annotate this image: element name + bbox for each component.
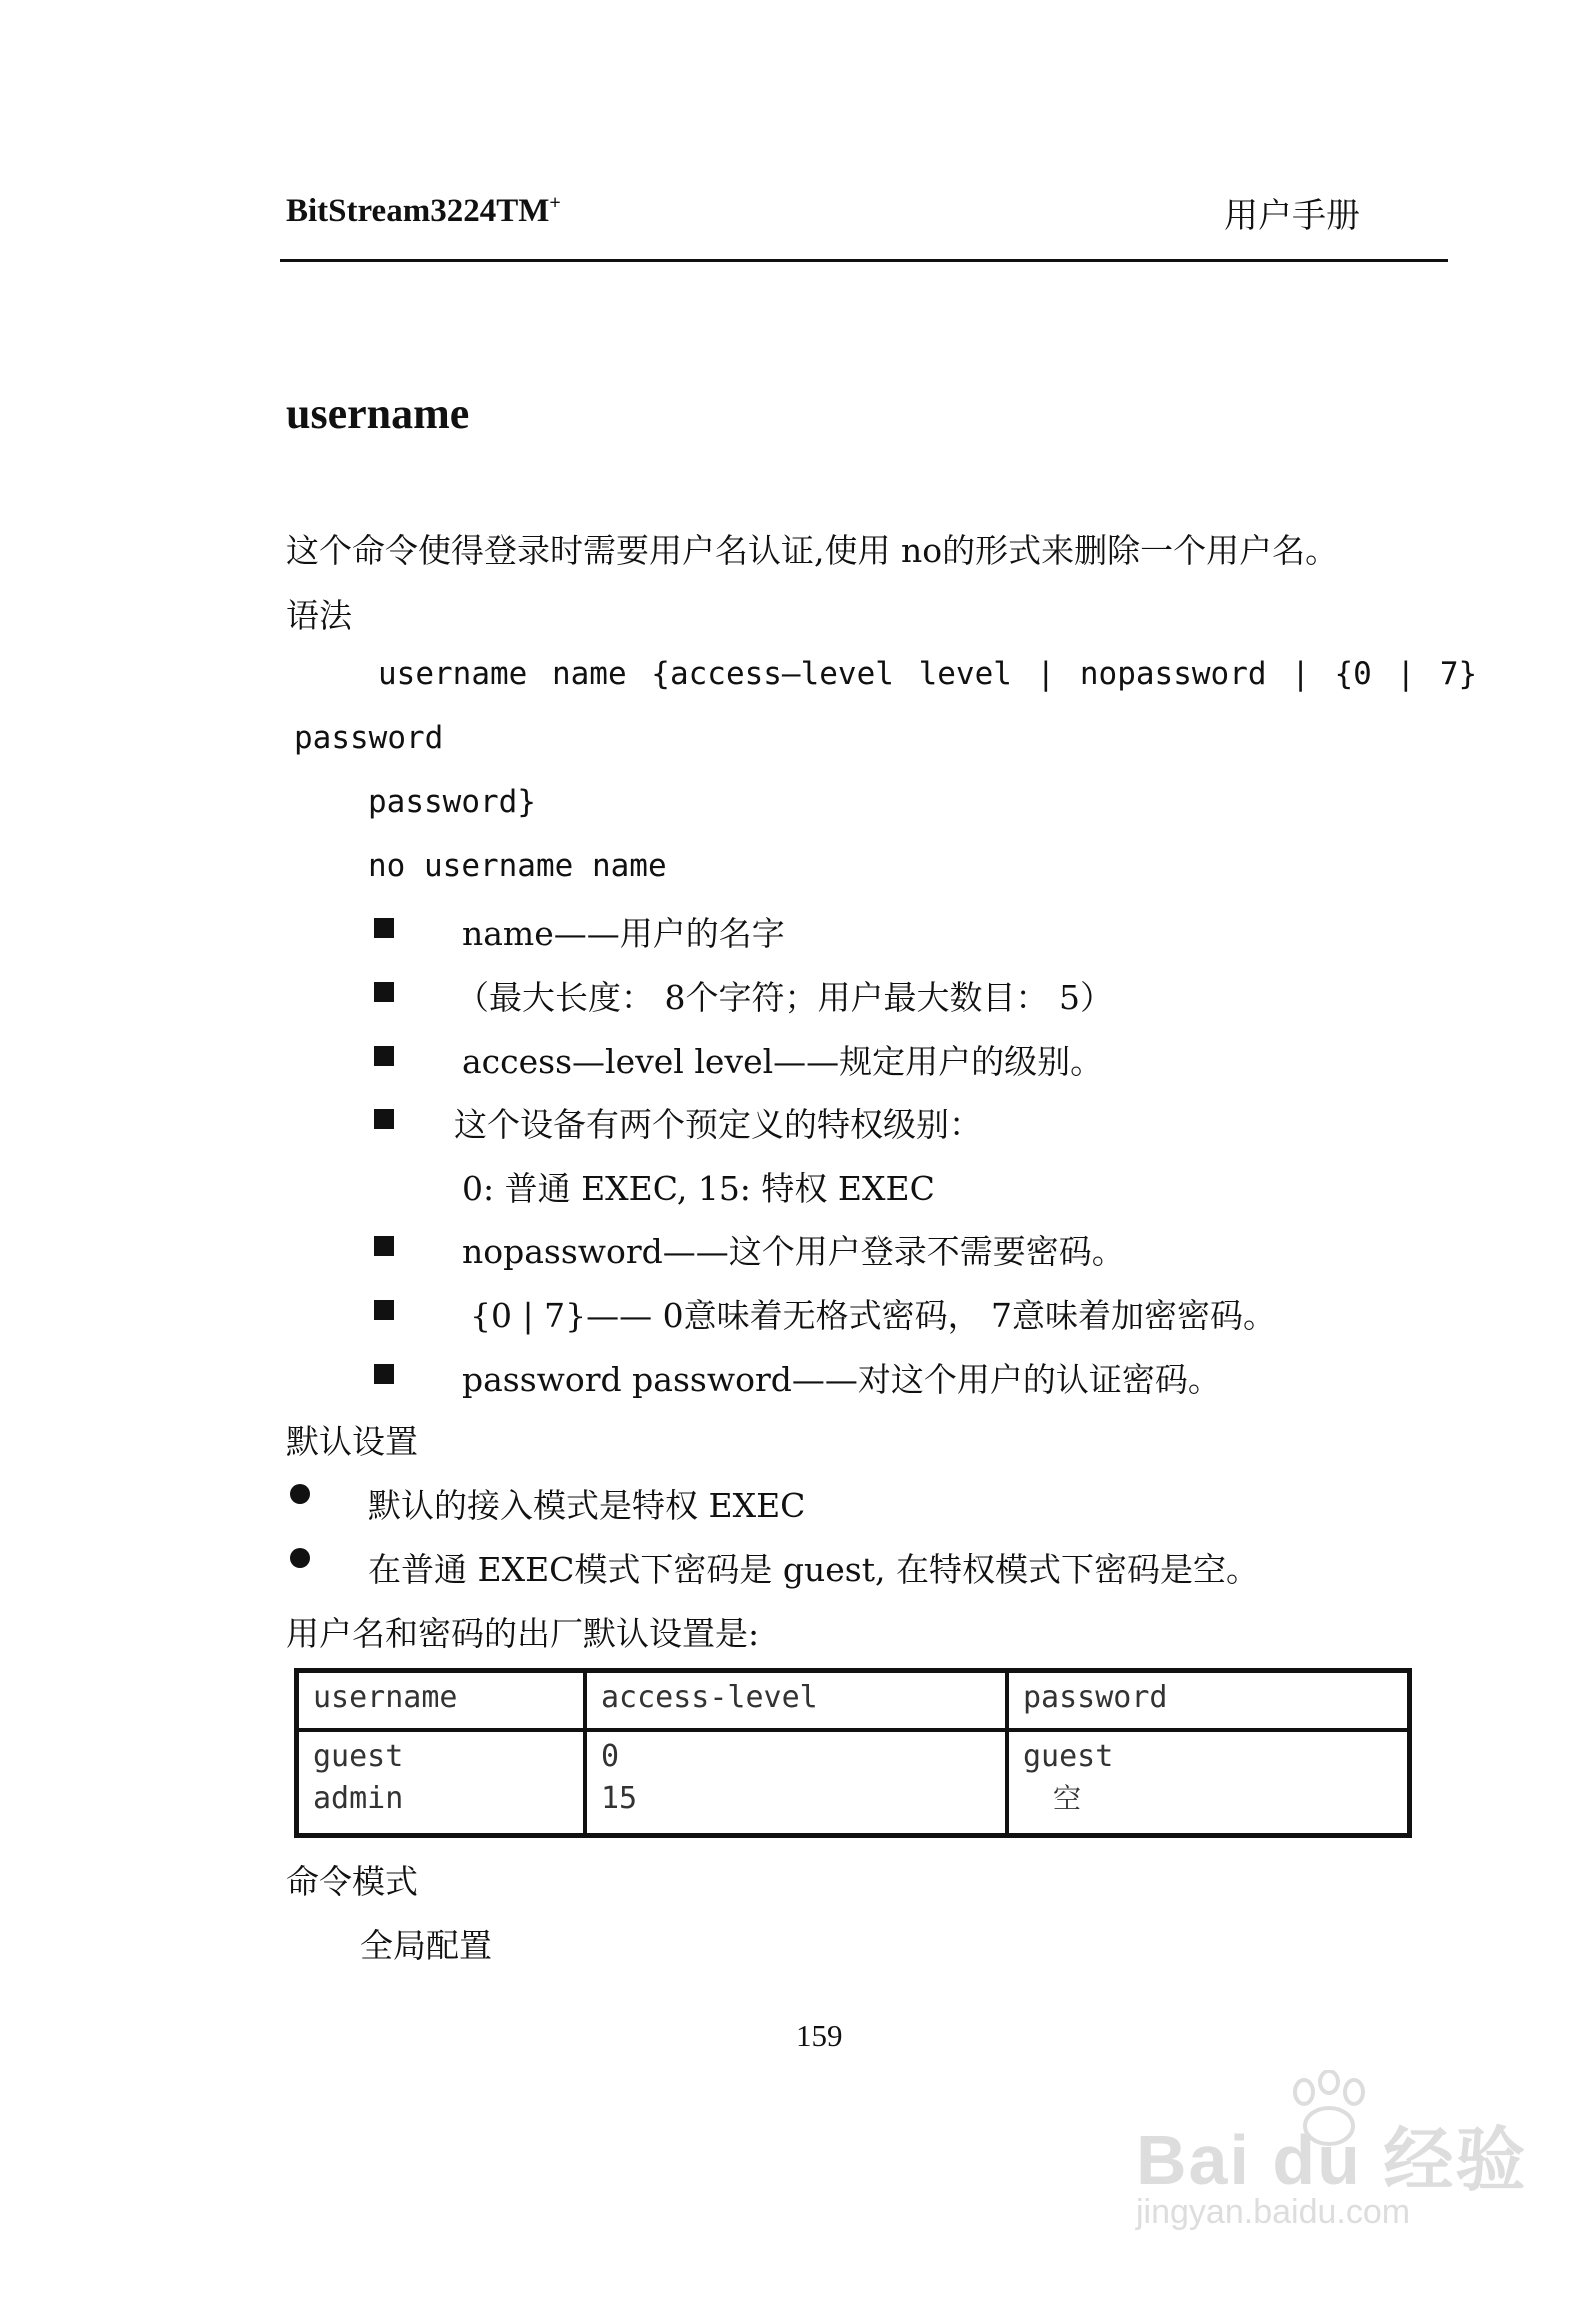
header-rule <box>280 259 1448 262</box>
mode-label: 命令模式 <box>286 1862 418 1901</box>
table-header-cell: access-level <box>585 1671 1007 1731</box>
table-row <box>297 1730 1410 1835</box>
page-title: username <box>286 389 470 438</box>
table-cell: guest 空 <box>1007 1730 1410 1835</box>
param-item: {0 | 7}—— 0意味着无格式密码， 7意味着加密密码。 <box>470 1296 1277 1335</box>
param-item: （最大长度： 8个字符；用户最大数目： 5） <box>456 978 1113 1017</box>
table-header-row <box>297 1671 1410 1731</box>
bullet-square-icon <box>374 1236 394 1256</box>
bullet-square-icon <box>374 982 394 1002</box>
bullet-dot-icon <box>290 1548 310 1568</box>
default-item: 在普通 EXEC模式下密码是 guest, 在特权模式下密码是空。 <box>368 1550 1259 1589</box>
param-item: access—level level——规定用户的级别。 <box>462 1042 1104 1081</box>
bullet-square-icon <box>374 1300 394 1320</box>
bullet-square-icon <box>374 918 394 938</box>
param-item: 这个设备有两个预定义的特权级别： <box>454 1105 982 1144</box>
default-item: 默认的接入模式是特权 EXEC <box>368 1486 806 1525</box>
intro-text: 这个命令使得登录时需要用户名认证,使用 no的形式来删除一个用户名。 <box>286 531 1339 570</box>
table-cell: guest admin <box>297 1730 586 1835</box>
page-number: 159 <box>796 2018 843 2053</box>
default-label: 默认设置 <box>286 1422 418 1461</box>
param-item: name——用户的名字 <box>462 914 785 953</box>
table-header-cell: password <box>1007 1671 1410 1731</box>
manual-label: 用户手册 <box>1224 196 1360 236</box>
syntax-line-1: username name {access—level level | nopassword | {0 | 7} <box>378 656 1478 692</box>
param-item: password password——对这个用户的认证密码。 <box>462 1360 1221 1399</box>
table-caption: 用户名和密码的出厂默认设置是: <box>286 1614 760 1653</box>
table-cell: 0 15 <box>585 1730 1007 1835</box>
mode-value: 全局配置 <box>360 1926 492 1965</box>
product-superscript: + <box>549 192 561 214</box>
product-name: BitStream3224TM+ <box>286 192 561 229</box>
syntax-line-3: password} <box>368 784 536 820</box>
bullet-square-icon <box>374 1364 394 1384</box>
syntax-line-2: password <box>294 720 444 756</box>
syntax-line-4: no username name <box>368 848 667 884</box>
table-header-cell: username <box>297 1671 586 1731</box>
bullet-dot-icon <box>290 1484 310 1504</box>
watermark-logo: Bai du 经验 <box>1136 2121 1528 2199</box>
syntax-label: 语法 <box>286 596 352 635</box>
levels-note: 0: 普通 EXEC, 15: 特权 EXEC <box>462 1169 935 1208</box>
bullet-square-icon <box>374 1109 394 1129</box>
param-item: nopassword——这个用户登录不需要密码。 <box>462 1232 1125 1271</box>
watermark-url: jingyan.baidu.com <box>1136 2193 1411 2231</box>
bullet-square-icon <box>374 1046 394 1066</box>
defaults-table <box>294 1668 1412 1838</box>
